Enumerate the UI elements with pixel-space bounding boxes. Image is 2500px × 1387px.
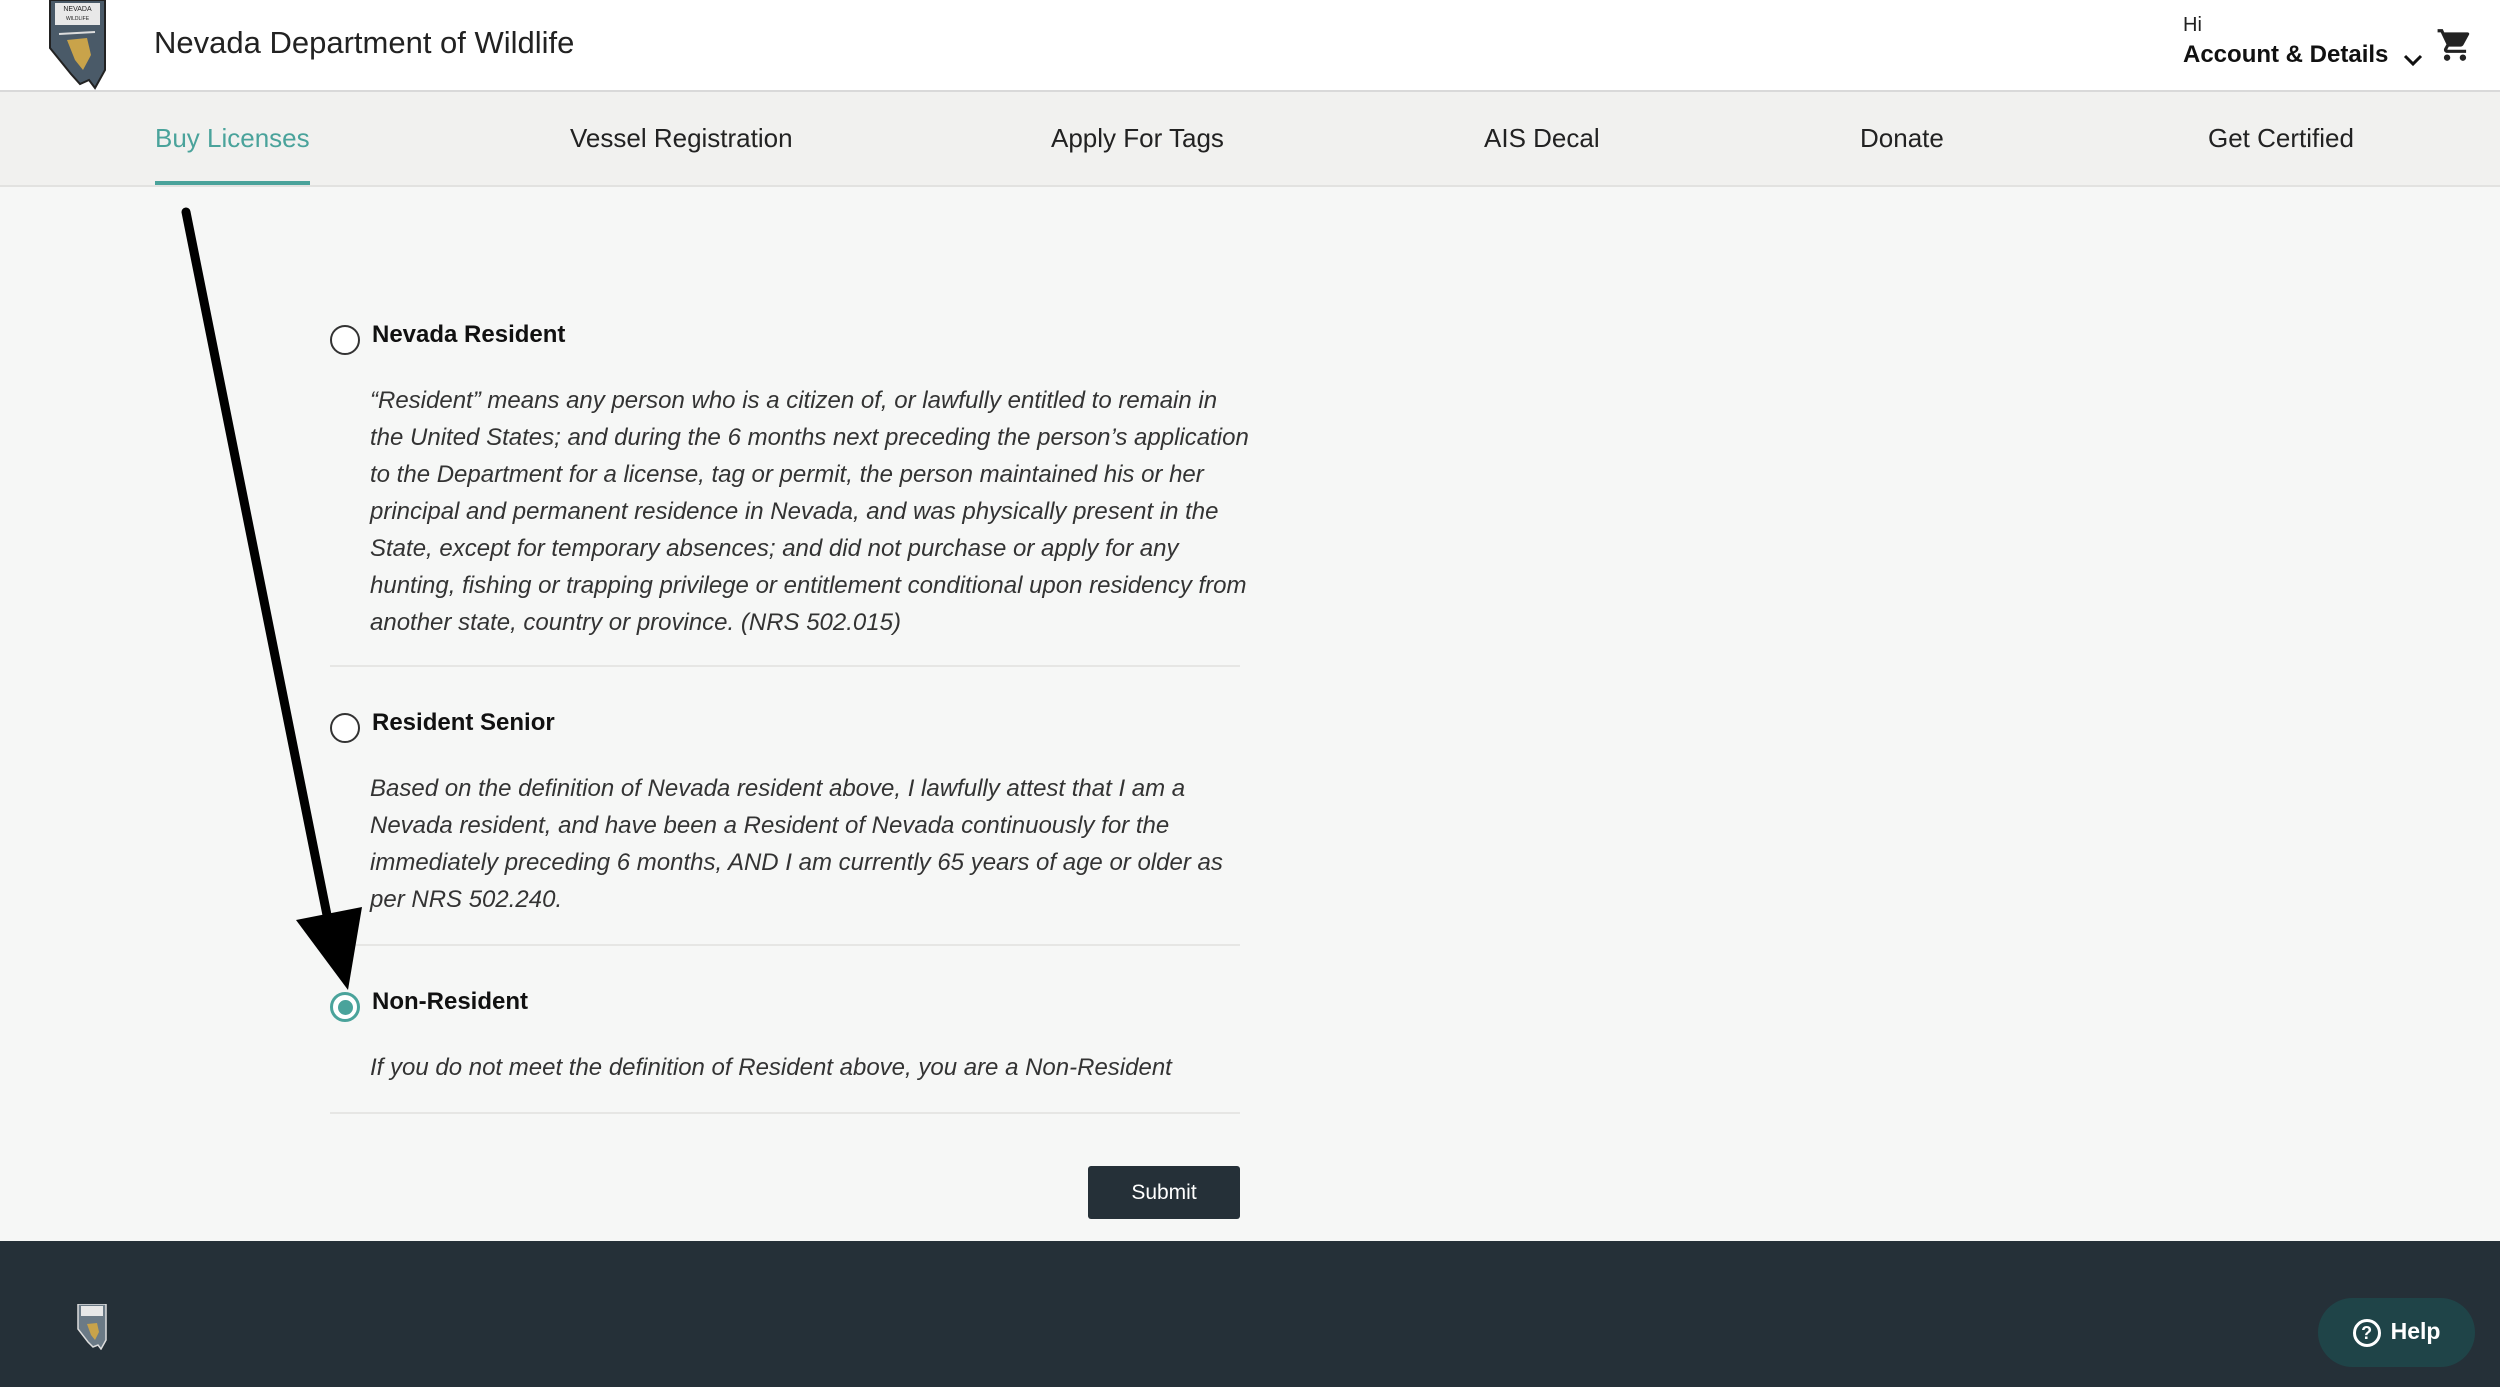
nav-apply-for-tags[interactable]: Apply For Tags [1051,123,1224,153]
radio-nevada-resident[interactable] [330,325,360,355]
option-nevada-resident[interactable] [330,315,1249,667]
nav-ais-decal[interactable]: AIS Decal [1484,123,1600,153]
option-description: “Resident” means any person who is a citizen of, or lawfully entitled to remain in the United States; and during the 6 months next preceding the person’s application to the Department for a license, tag or permit, the person maintained his or her principal and permanent residence in Nevada, and was physically present in the State, except for temporary absences; and did not purchase or apply for any hunting, fishing or trapping privilege or entitlement conditional upon residency from another state, country or province. (NRS 502.015) [370,387,1249,636]
chevron-down-icon[interactable] [2403,53,2423,67]
help-label: Help [2390,1318,2441,1345]
site-header [0,0,2500,92]
option-title[interactable]: Non-Resident [372,988,528,1015]
submit-button[interactable]: Submit [1088,1166,1240,1219]
account-menu[interactable] [2183,14,2423,69]
nav-vessel-registration[interactable]: Vessel Registration [570,123,793,153]
option-title[interactable]: Nevada Resident [372,321,566,348]
option-title[interactable]: Resident Senior [372,709,555,736]
account-greeting: Hi [2183,14,2202,36]
ndow-footer-logo[interactable] [76,1304,108,1350]
svg-text:NEVADA: NEVADA [63,6,92,13]
site-footer [0,1241,2500,1387]
option-description: If you do not meet the definition of Resident above, you are a Non-Resident [370,1054,1172,1081]
svg-text:WILDLIFE: WILDLIFE [65,16,90,22]
main-nav [0,92,2500,187]
question-circle-icon: ? [2353,1319,2381,1347]
nav-get-certified[interactable]: Get Certified [2208,123,2354,153]
option-description: Based on the definition of Nevada resident above, I lawfully attest that I am a Nevada resident, and have been a Resident of Nevada continuously for the immediately preceding 6 months, AND I am currently 65 years of age or older as per NRS 502.240. [370,775,1223,913]
ndow-logo[interactable] [45,0,111,90]
site-title[interactable]: Nevada Department of Wildlife [154,25,575,60]
shopping-cart-icon[interactable] [2436,26,2474,64]
nav-buy-licenses[interactable]: Buy Licenses [155,92,310,185]
option-non-resident[interactable] [330,985,1240,1114]
radio-non-resident[interactable] [330,992,360,1022]
account-label[interactable]: Account & Details [2183,41,2389,68]
nav-donate[interactable]: Donate [1860,123,1944,153]
option-resident-senior[interactable] [330,706,1240,946]
radio-resident-senior[interactable] [330,713,360,743]
help-button[interactable] [2318,1298,2475,1367]
